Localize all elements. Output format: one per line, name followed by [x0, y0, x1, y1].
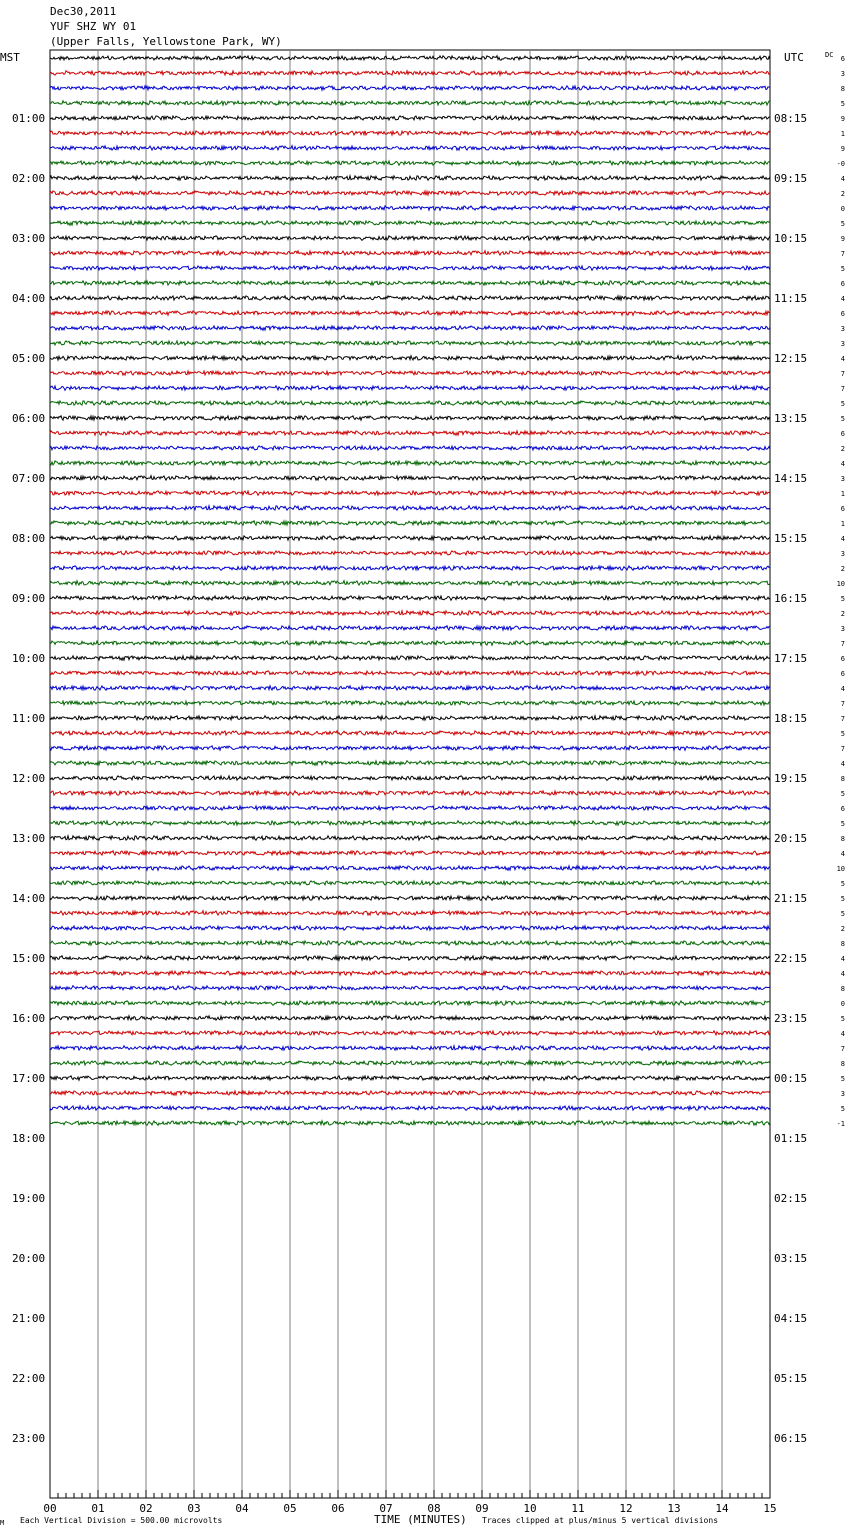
dc-offset-label: 5 — [840, 790, 845, 798]
dc-offset-labels — [837, 55, 845, 1128]
dc-offset-label: 7 — [840, 1045, 845, 1053]
trace-line — [50, 1046, 770, 1050]
trace-line — [50, 941, 770, 945]
utc-hour-label: 15:15 — [774, 532, 808, 545]
mst-hour-label: 19:00 — [12, 1192, 46, 1205]
dc-offset-label: 8 — [840, 835, 845, 843]
utc-hour-label: 10:15 — [774, 232, 808, 245]
trace-line — [50, 881, 770, 885]
dc-offset-label: 8 — [840, 85, 845, 93]
trace-line — [50, 446, 770, 451]
dc-offset-label: 3 — [840, 550, 845, 558]
trace-line — [50, 236, 770, 241]
dc-offset-label: 4 — [840, 760, 845, 768]
trace-line — [50, 416, 770, 420]
mst-hour-label: 11:00 — [12, 712, 46, 725]
trace-line — [50, 1016, 770, 1020]
trace-line — [50, 581, 770, 585]
dc-offset-label: 3 — [840, 1090, 845, 1098]
mst-hour-label: 13:00 — [12, 832, 46, 845]
chart-station: YUF SHZ WY 01 — [50, 20, 137, 33]
trace-line — [50, 641, 770, 645]
dc-offset-label: 8 — [840, 775, 845, 783]
trace-line — [50, 806, 770, 810]
mst-hour-labels — [12, 112, 45, 1445]
mst-hour-label: 18:00 — [12, 1132, 46, 1145]
mst-hour-label: 20:00 — [12, 1252, 46, 1265]
trace-line — [50, 1106, 770, 1111]
trace-line — [50, 401, 770, 406]
trace-line — [50, 536, 770, 541]
trace-line — [50, 356, 770, 361]
dc-offset-label: 5 — [840, 100, 845, 108]
utc-hour-label: 01:15 — [774, 1132, 808, 1145]
dc-offset-label: 10 — [836, 865, 845, 873]
x-tick-label: 00 — [43, 1502, 57, 1515]
dc-offset-label: 5 — [840, 415, 845, 423]
trace-line — [50, 71, 770, 76]
mst-hour-label: 05:00 — [12, 352, 46, 365]
trace-line — [50, 761, 770, 766]
dc-offset-label: 4 — [840, 460, 845, 468]
utc-hour-label: 11:15 — [774, 292, 808, 305]
trace-line — [50, 866, 770, 871]
dc-offset-label: 5 — [840, 265, 845, 273]
dc-offset-label: 5 — [840, 730, 845, 738]
utc-hour-label: 21:15 — [774, 892, 808, 905]
trace-line — [50, 191, 770, 196]
trace-line — [50, 266, 770, 270]
trace-line — [50, 101, 770, 105]
trace-line — [50, 221, 770, 226]
trace-line — [50, 86, 770, 90]
x-tick-label: 03 — [187, 1502, 201, 1515]
x-tick-label: 14 — [715, 1502, 729, 1515]
trace-group — [50, 56, 770, 1125]
utc-hour-label: 00:15 — [774, 1072, 808, 1085]
dc-offset-label: 6 — [840, 430, 845, 438]
dc-offset-label: -1 — [836, 1120, 845, 1128]
dc-offset-label: 2 — [840, 190, 845, 198]
dc-offset-label: 5 — [840, 880, 845, 888]
trace-line — [50, 791, 770, 796]
x-tick-label: 06 — [331, 1502, 345, 1515]
utc-hour-label: 19:15 — [774, 772, 808, 785]
utc-hour-label: 22:15 — [774, 952, 808, 965]
utc-hour-label: 03:15 — [774, 1252, 808, 1265]
dc-offset-label: 3 — [840, 325, 845, 333]
utc-hour-label: 18:15 — [774, 712, 808, 725]
dc-offset-label: 5 — [840, 820, 845, 828]
trace-line — [50, 386, 770, 391]
utc-hour-label: 04:15 — [774, 1312, 808, 1325]
trace-line — [50, 521, 770, 525]
dc-offset-label: 5 — [840, 1015, 845, 1023]
dc-offset-label: 3 — [840, 475, 845, 483]
mst-hour-label: 22:00 — [12, 1372, 46, 1385]
dc-offset-label: 9 — [840, 115, 845, 123]
utc-hour-label: 14:15 — [774, 472, 808, 485]
trace-line — [50, 296, 770, 301]
trace-line — [50, 326, 770, 331]
dc-offset-label: 6 — [840, 280, 845, 288]
trace-line — [50, 476, 770, 480]
mst-hour-label: 21:00 — [12, 1312, 46, 1325]
utc-hour-labels — [774, 112, 807, 1445]
clip-note: Traces clipped at plus/minus 5 vertical divisions — [482, 1516, 719, 1525]
dc-offset-label: 7 — [840, 385, 845, 393]
dc-offset-label: 5 — [840, 595, 845, 603]
dc-offset-label: 5 — [840, 400, 845, 408]
trace-line — [50, 146, 770, 150]
trace-line — [50, 491, 770, 496]
x-tick-label: 10 — [523, 1502, 537, 1515]
dc-offset-label: 5 — [840, 1105, 845, 1113]
dc-offset-label: 9 — [840, 145, 845, 153]
mst-hour-label: 10:00 — [12, 652, 46, 665]
trace-line — [50, 776, 770, 781]
trace-line — [50, 596, 770, 601]
dc-offset-label: 4 — [840, 175, 845, 183]
dc-offset-label: 7 — [840, 715, 845, 723]
utc-hour-label: 05:15 — [774, 1372, 808, 1385]
trace-line — [50, 251, 770, 256]
dc-offset-label: 10 — [836, 580, 845, 588]
trace-line — [50, 701, 770, 705]
trace-line — [50, 1001, 770, 1006]
dc-offset-label: 4 — [840, 685, 845, 693]
dc-offset-label: 8 — [840, 1060, 845, 1068]
trace-line — [50, 851, 770, 855]
utc-hour-label: 09:15 — [774, 172, 808, 185]
x-tick-label: 13 — [667, 1502, 681, 1515]
dc-offset-label: 4 — [840, 295, 845, 303]
trace-line — [50, 461, 770, 465]
trace-line — [50, 956, 770, 961]
trace-line — [50, 281, 770, 285]
trace-line — [50, 131, 770, 136]
trace-line — [50, 1061, 770, 1066]
utc-hour-label: 06:15 — [774, 1432, 808, 1445]
dc-offset-label: 1 — [840, 490, 845, 498]
utc-hour-label: 16:15 — [774, 592, 808, 605]
dc-offset-label: -0 — [836, 160, 845, 168]
trace-line — [50, 911, 770, 915]
dc-offset-label: 6 — [840, 805, 845, 813]
trace-line — [50, 311, 770, 315]
dc-offset-label: 3 — [840, 340, 845, 348]
trace-line — [50, 161, 770, 166]
trace-line — [50, 176, 770, 180]
mst-hour-label: 08:00 — [12, 532, 46, 545]
trace-line — [50, 746, 770, 750]
trace-line — [50, 506, 770, 511]
dc-offset-label: 0 — [840, 205, 845, 213]
trace-line — [50, 566, 770, 571]
dc-offset-label: 9 — [840, 235, 845, 243]
mst-axis-label: MST — [0, 51, 20, 64]
trace-line — [50, 656, 770, 661]
dc-offset-label: 7 — [840, 700, 845, 708]
dc-offset-label: 2 — [840, 925, 845, 933]
utc-hour-label: 12:15 — [774, 352, 808, 365]
dc-offset-label: 7 — [840, 250, 845, 258]
dc-offset-label: 4 — [840, 535, 845, 543]
trace-line — [50, 56, 770, 60]
trace-line — [50, 971, 770, 975]
utc-hour-label: 13:15 — [774, 412, 808, 425]
x-tick-label: 08 — [427, 1502, 441, 1515]
scale-note: Each Vertical Division = 500.00 microvolts — [20, 1516, 223, 1525]
dc-offset-label: 8 — [840, 985, 845, 993]
mst-hour-label: 01:00 — [12, 112, 46, 125]
dc-offset-label: 3 — [840, 625, 845, 633]
time-axis — [43, 1490, 776, 1515]
mst-hour-label: 12:00 — [12, 772, 46, 785]
trace-line — [50, 821, 770, 826]
dc-axis-label: DC — [825, 51, 834, 59]
trace-line — [50, 926, 770, 931]
utc-hour-label: 17:15 — [774, 652, 808, 665]
dc-offset-label: 6 — [840, 55, 845, 63]
dc-offset-label: 6 — [840, 310, 845, 318]
dc-offset-label: 5 — [840, 220, 845, 228]
mst-hour-label: 04:00 — [12, 292, 46, 305]
dc-offset-label: 6 — [840, 505, 845, 513]
trace-line — [50, 716, 770, 720]
utc-hour-label: 20:15 — [774, 832, 808, 845]
dc-offset-label: 3 — [840, 70, 845, 78]
dc-offset-label: 7 — [840, 745, 845, 753]
trace-line — [50, 836, 770, 841]
dc-offset-label: 4 — [840, 970, 845, 978]
dc-offset-label: 8 — [840, 940, 845, 948]
x-tick-label: 04 — [235, 1502, 249, 1515]
chart-location: (Upper Falls, Yellowstone Park, WY) — [50, 35, 282, 48]
mst-hour-label: 07:00 — [12, 472, 46, 485]
trace-line — [50, 116, 770, 120]
x-tick-label: 02 — [139, 1502, 153, 1515]
dc-offset-label: 2 — [840, 445, 845, 453]
dc-offset-label: 4 — [840, 955, 845, 963]
chart-date: Dec30,2011 — [50, 5, 117, 18]
utc-hour-label: 08:15 — [774, 112, 808, 125]
trace-line — [50, 431, 770, 436]
corner-mark: M — [0, 1519, 5, 1527]
trace-line — [50, 671, 770, 676]
mst-hour-label: 14:00 — [12, 892, 46, 905]
dc-offset-label: 4 — [840, 850, 845, 858]
trace-line — [50, 896, 770, 901]
trace-line — [50, 986, 770, 990]
trace-line — [50, 1091, 770, 1096]
trace-line — [50, 611, 770, 615]
trace-line — [50, 1121, 770, 1126]
dc-offset-label: 6 — [840, 655, 845, 663]
trace-line — [50, 626, 770, 631]
dc-offset-label: 0 — [840, 1000, 845, 1008]
dc-offset-label: 5 — [840, 895, 845, 903]
x-tick-label: 15 — [763, 1502, 777, 1515]
utc-hour-label: 23:15 — [774, 1012, 808, 1025]
dc-offset-label: 1 — [840, 130, 845, 138]
dc-offset-label: 5 — [840, 910, 845, 918]
dc-offset-label: 4 — [840, 355, 845, 363]
mst-hour-label: 23:00 — [12, 1432, 46, 1445]
dc-offset-label: 4 — [840, 1030, 845, 1038]
trace-line — [50, 686, 770, 691]
mst-hour-label: 15:00 — [12, 952, 46, 965]
dc-offset-label: 2 — [840, 565, 845, 573]
trace-line — [50, 731, 770, 736]
x-axis-title: TIME (MINUTES) — [374, 1513, 467, 1526]
mst-hour-label: 02:00 — [12, 172, 46, 185]
mst-hour-label: 16:00 — [12, 1012, 46, 1025]
x-tick-label: 09 — [475, 1502, 489, 1515]
trace-line — [50, 551, 770, 555]
trace-line — [50, 341, 770, 346]
mst-hour-label: 09:00 — [12, 592, 46, 605]
x-tick-label: 07 — [379, 1502, 393, 1515]
dc-offset-label: 2 — [840, 610, 845, 618]
dc-offset-label: 6 — [840, 670, 845, 678]
dc-offset-label: 7 — [840, 370, 845, 378]
x-tick-label: 01 — [91, 1502, 105, 1515]
dc-offset-label: 7 — [840, 640, 845, 648]
x-tick-label: 12 — [619, 1502, 633, 1515]
dc-offset-label: 1 — [840, 520, 845, 528]
trace-line — [50, 206, 770, 210]
utc-hour-label: 02:15 — [774, 1192, 808, 1205]
trace-line — [50, 1031, 770, 1036]
x-tick-label: 05 — [283, 1502, 297, 1515]
mst-hour-label: 03:00 — [12, 232, 46, 245]
x-tick-label: 11 — [571, 1502, 585, 1515]
utc-axis-label: UTC — [784, 51, 804, 64]
mst-hour-label: 06:00 — [12, 412, 46, 425]
dc-offset-label: 5 — [840, 1075, 845, 1083]
mst-hour-label: 17:00 — [12, 1072, 46, 1085]
trace-line — [50, 371, 770, 375]
trace-line — [50, 1076, 770, 1080]
